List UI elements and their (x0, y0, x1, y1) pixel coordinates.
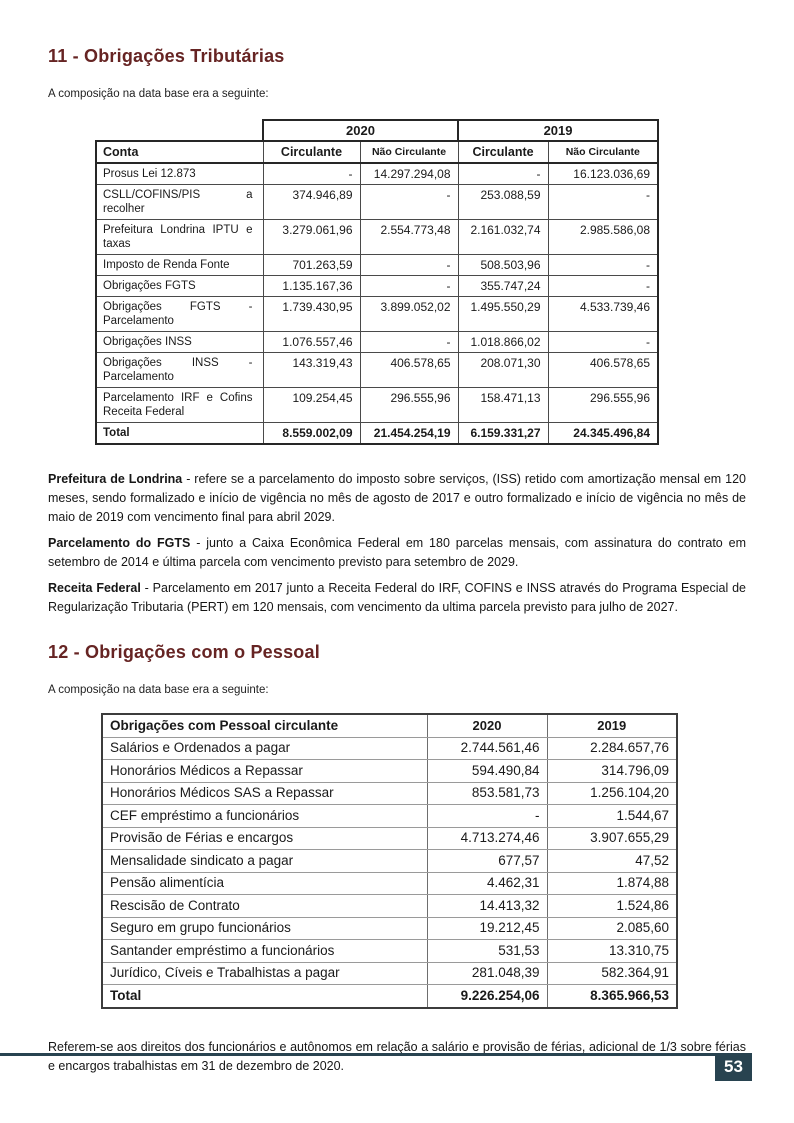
value-cell: 109.254,45 (263, 388, 360, 423)
note-lead: Prefeitura de Londrina (48, 472, 183, 486)
value-cell: 677,57 (427, 850, 547, 873)
value-cell: - (548, 255, 658, 276)
corner-blank-cell (96, 120, 263, 141)
value-cell: - (360, 185, 458, 220)
table-row (96, 276, 658, 297)
total-value: 6.159.331,27 (458, 423, 548, 445)
note-body: - refere se a parcelamento do imposto sobre serviços, (ISS) retido com amortização mensal em 120 meses, sendo formalizado e início de vigência no mês de agosto de 2017 e outro formalizado e início de vigência no mês de maio de 2019 com vencimento final para abril 2029. (48, 472, 746, 524)
note-parcelamento-fgts (48, 534, 746, 572)
value-cell: 374.946,89 (263, 185, 360, 220)
column-header-row (96, 141, 658, 163)
column-header-row (102, 714, 677, 737)
value-cell: 19.212,45 (427, 917, 547, 940)
value-cell: 355.747,24 (458, 276, 548, 297)
table-row (102, 962, 677, 985)
item-label: Rescisão de Contrato (102, 895, 427, 918)
value-cell: 594.490,84 (427, 760, 547, 783)
value-cell: 1.018.866,02 (458, 332, 548, 353)
value-cell: 2.985.586,08 (548, 220, 658, 255)
value-cell: 296.555,96 (548, 388, 658, 423)
table-row (96, 185, 658, 220)
value-cell: 531,53 (427, 940, 547, 963)
value-cell: - (427, 805, 547, 828)
value-cell: 1.524,86 (547, 895, 677, 918)
total-value: 24.345.496,84 (548, 423, 658, 445)
section-12-title: 12 - Obrigações com o Pessoal (48, 642, 320, 662)
account-name: Imposto de Renda Fonte (96, 255, 263, 276)
value-cell: 1.739.430,95 (263, 297, 360, 332)
value-cell: 13.310,75 (547, 940, 677, 963)
value-cell: 2.085,60 (547, 917, 677, 940)
value-cell: 14.413,32 (427, 895, 547, 918)
table-row (102, 850, 677, 873)
note-body: - junto a Caixa Econômica Federal em 180 parcelas mensais, com assinatura do contrato em setembro de 2014 e última parcela com vencimento previsto para setembro de 2029. (48, 536, 746, 569)
total-row (96, 423, 658, 445)
value-cell: - (458, 163, 548, 185)
table-row (102, 782, 677, 805)
account-name: Prefeitura Londrina IPTU e taxas (96, 220, 263, 255)
personnel-obligations-table (101, 713, 678, 1009)
value-cell: 1.874,88 (547, 872, 677, 895)
value-cell: 16.123.036,69 (548, 163, 658, 185)
value-cell: 2.554.773,48 (360, 220, 458, 255)
value-cell: 4.713.274,46 (427, 827, 547, 850)
total-value: 9.226.254,06 (427, 985, 547, 1008)
value-cell: 1.135.167,36 (263, 276, 360, 297)
note-prefeitura-londrina (48, 470, 746, 527)
value-cell: 4.462,31 (427, 872, 547, 895)
total-label: Total (96, 423, 263, 445)
col-header-2019: 2019 (547, 714, 677, 737)
item-label: Mensalidade sindicato a pagar (102, 850, 427, 873)
account-name: CSLL/COFINS/PIS a recolher (96, 185, 263, 220)
note-lead: Parcelamento do FGTS (48, 536, 191, 550)
col-header-label: Obrigações com Pessoal circulante (102, 714, 427, 737)
section-12-intro: A composição na data base era a seguinte: (48, 684, 269, 696)
tax-obligations-table-wrap (95, 119, 746, 445)
section-11-intro: A composição na data base era a seguinte: (48, 88, 269, 100)
value-cell: 2.744.561,46 (427, 737, 547, 760)
table-row (102, 805, 677, 828)
table-row (96, 388, 658, 423)
item-label: Pensão alimentícia (102, 872, 427, 895)
page-number-badge: 53 (715, 1053, 752, 1081)
account-name: Obrigações INSS (96, 332, 263, 353)
tax-obligations-table (95, 119, 659, 445)
account-name: Obrigações INSS - Parcelamento (96, 353, 263, 388)
value-cell: 1.256.104,20 (547, 782, 677, 805)
item-label: Provisão de Férias e encargos (102, 827, 427, 850)
year-2019-header: 2019 (458, 120, 658, 141)
table-row (102, 940, 677, 963)
note-receita-federal (48, 579, 746, 617)
value-cell: - (548, 185, 658, 220)
year-header-row (96, 120, 658, 141)
value-cell: 701.263,59 (263, 255, 360, 276)
table-row (102, 872, 677, 895)
item-label: CEF empréstimo a funcionários (102, 805, 427, 828)
table-row (102, 760, 677, 783)
footer-rule (0, 1053, 715, 1056)
value-cell: - (360, 255, 458, 276)
section-12-note: Referem-se aos direitos dos funcionários e autônomos em relação a salário e provisão de férias, adicional de 1/3 sobre férias e encargos trabalhistas em 31 de dezembro de 2020. (48, 1039, 746, 1073)
value-cell: 1.544,67 (547, 805, 677, 828)
item-label: Jurídico, Cíveis e Trabalhistas a pagar (102, 962, 427, 985)
value-cell: 281.048,39 (427, 962, 547, 985)
table-row (96, 163, 658, 185)
col-header-nao-circulante-2020: Não Circulante (360, 141, 458, 163)
table-row (96, 255, 658, 276)
value-cell: 253.088,59 (458, 185, 548, 220)
value-cell: 2.161.032,74 (458, 220, 548, 255)
account-name: Parcelamento IRF e Cofins Receita Federal (96, 388, 263, 423)
personnel-obligations-table-wrap (101, 713, 746, 1009)
value-cell: 2.284.657,76 (547, 737, 677, 760)
table-row (96, 297, 658, 332)
value-cell: 14.297.294,08 (360, 163, 458, 185)
value-cell: 143.319,43 (263, 353, 360, 388)
account-name: Obrigações FGTS - Parcelamento (96, 297, 263, 332)
table-row (96, 332, 658, 353)
item-label: Salários e Ordenados a pagar (102, 737, 427, 760)
total-value: 8.559.002,09 (263, 423, 360, 445)
value-cell: 853.581,73 (427, 782, 547, 805)
item-label: Honorários Médicos SAS a Repassar (102, 782, 427, 805)
total-value: 21.454.254,19 (360, 423, 458, 445)
total-value: 8.365.966,53 (547, 985, 677, 1008)
value-cell: 406.578,65 (548, 353, 658, 388)
col-header-conta: Conta (96, 141, 263, 163)
value-cell: 158.471,13 (458, 388, 548, 423)
note-lead: Receita Federal (48, 581, 141, 595)
value-cell: - (360, 276, 458, 297)
value-cell: 296.555,96 (360, 388, 458, 423)
value-cell: 4.533.739,46 (548, 297, 658, 332)
value-cell: - (360, 332, 458, 353)
value-cell: 47,52 (547, 850, 677, 873)
item-label: Honorários Médicos a Repassar (102, 760, 427, 783)
value-cell: 1.076.557,46 (263, 332, 360, 353)
table-row (102, 737, 677, 760)
table-row (102, 917, 677, 940)
value-cell: 406.578,65 (360, 353, 458, 388)
value-cell: - (263, 163, 360, 185)
value-cell: 1.495.550,29 (458, 297, 548, 332)
value-cell: 314.796,09 (547, 760, 677, 783)
value-cell: 3.907.655,29 (547, 827, 677, 850)
item-label: Seguro em grupo funcionários (102, 917, 427, 940)
total-label: Total (102, 985, 427, 1008)
value-cell: 3.279.061,96 (263, 220, 360, 255)
note-body: - Parcelamento em 2017 junto a Receita Federal do IRF, COFINS e INSS através do Programa Especial de Regularização Tributaria (PERT) em 120 mensais, com vencimento da ultima parcela previsto para julho de 2027. (48, 581, 746, 614)
total-row (102, 985, 677, 1008)
value-cell: 3.899.052,02 (360, 297, 458, 332)
value-cell: 582.364,91 (547, 962, 677, 985)
table-row (102, 895, 677, 918)
year-2020-header: 2020 (263, 120, 458, 141)
value-cell: 508.503,96 (458, 255, 548, 276)
col-header-circulante-2019: Circulante (458, 141, 548, 163)
col-header-circulante-2020: Circulante (263, 141, 360, 163)
section-11-title: 11 - Obrigações Tributárias (48, 46, 285, 66)
item-label: Santander empréstimo a funcionários (102, 940, 427, 963)
table-row (96, 220, 658, 255)
value-cell: - (548, 332, 658, 353)
col-header-2020: 2020 (427, 714, 547, 737)
table-row (96, 353, 658, 388)
col-header-nao-circulante-2019: Não Circulante (548, 141, 658, 163)
value-cell: - (548, 276, 658, 297)
account-name: Prosus Lei 12.873 (96, 163, 263, 185)
table-row (102, 827, 677, 850)
value-cell: 208.071,30 (458, 353, 548, 388)
account-name: Obrigações FGTS (96, 276, 263, 297)
